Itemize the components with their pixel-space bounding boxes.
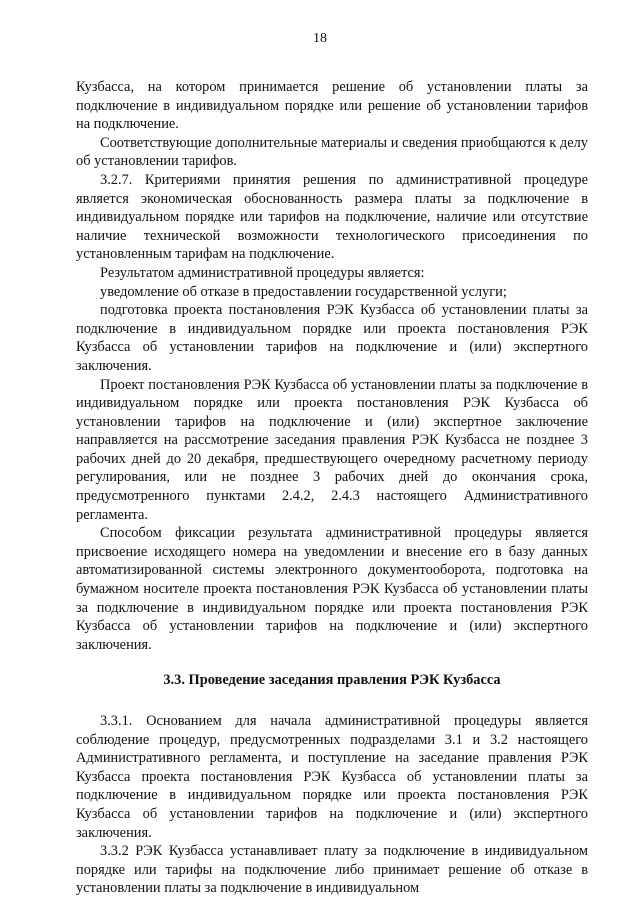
paragraph: Соответствующие дополнительные материалы и сведения приобщаются к делу об установлении тарифов. xyxy=(76,134,588,170)
section-title: 3.3. Проведение заседания правления РЭК Кузбасса xyxy=(163,672,501,689)
paragraph: 3.3.2 РЭК Кузбасса устанавливает плату за подключение в индивидуальном порядке или тарифы на подключение либо принимает решение об отказе в установлении платы за подключение в индивидуальном xyxy=(76,843,588,897)
paragraph: Проект постановления РЭК Кузбасса об установлении платы за подключение в индивидуальном порядке или проекта постановления РЭК Кузбасса об установлении тарифов на подключение и (или) экспертное заключение направляется на рассмотрение заседания правления РЭК Кузбасса не позднее 3 рабочих дней до 20 декабря, предшествующего очередному расчетному периоду регулирования, или не позднее 3 рабочих дней до окончания срока, предусмотренного пунктами 2.4.2, 2.4.3 настоящего Административного регламента. xyxy=(76,376,588,523)
paragraph: подготовка проекта постановления РЭК Кузбасса об установлении платы за подключение в индивидуальном порядке или проекта постановления РЭК Кузбасса об установлении тарифов на подключение и (или) экспертного заключения. xyxy=(76,302,588,374)
paragraph: 3.3.1. Основанием для начала административной процедуры является соблюдение процедур, предусмотренных подразделами 3.1 и 3.2 настоящего Административного регламента, и поступление на заседание правления РЭК Кузбасса проекта постановления РЭК Кузбасса об установлении платы за подключение в индивидуальном порядке или проекта постановления РЭК Кузбасса об установлении тарифов на подключение и (или) экспертного заключения. xyxy=(76,713,588,841)
page-number: 18 xyxy=(313,31,327,46)
paragraph: 3.2.7. Критериями принятия решения по административной процедуре является экономическая обоснованность размера платы за подключение в индивидуальном порядке или тарифов на подключение, наличие или отсутствие наличие технической возможности технологического присоединения по установленным тарифам на подключение. xyxy=(76,171,588,263)
paragraph: Результатом административной процедуры является: xyxy=(100,264,425,281)
document-body xyxy=(76,78,588,898)
paragraph: уведомление об отказе в предоставлении государственной услуги; xyxy=(100,283,507,300)
paragraph: Кузбасса, на котором принимается решение об установлении платы за подключение в индивидуальном порядке или решение об установлении тарифов на подключение. xyxy=(76,79,588,133)
paragraph: Способом фиксации результата административной процедуры является присвоение исходящего номера на уведомлении и внесение его в базу данных автоматизированной системы электронного документооборота, подготовка на бумажном носителе проекта постановления РЭК Кузбасса об установлении платы за подключение в индивидуальном порядке или проекта постановления РЭК Кузбасса об установлении тарифов на подключение и (или) экспертного заключения. xyxy=(76,525,588,653)
